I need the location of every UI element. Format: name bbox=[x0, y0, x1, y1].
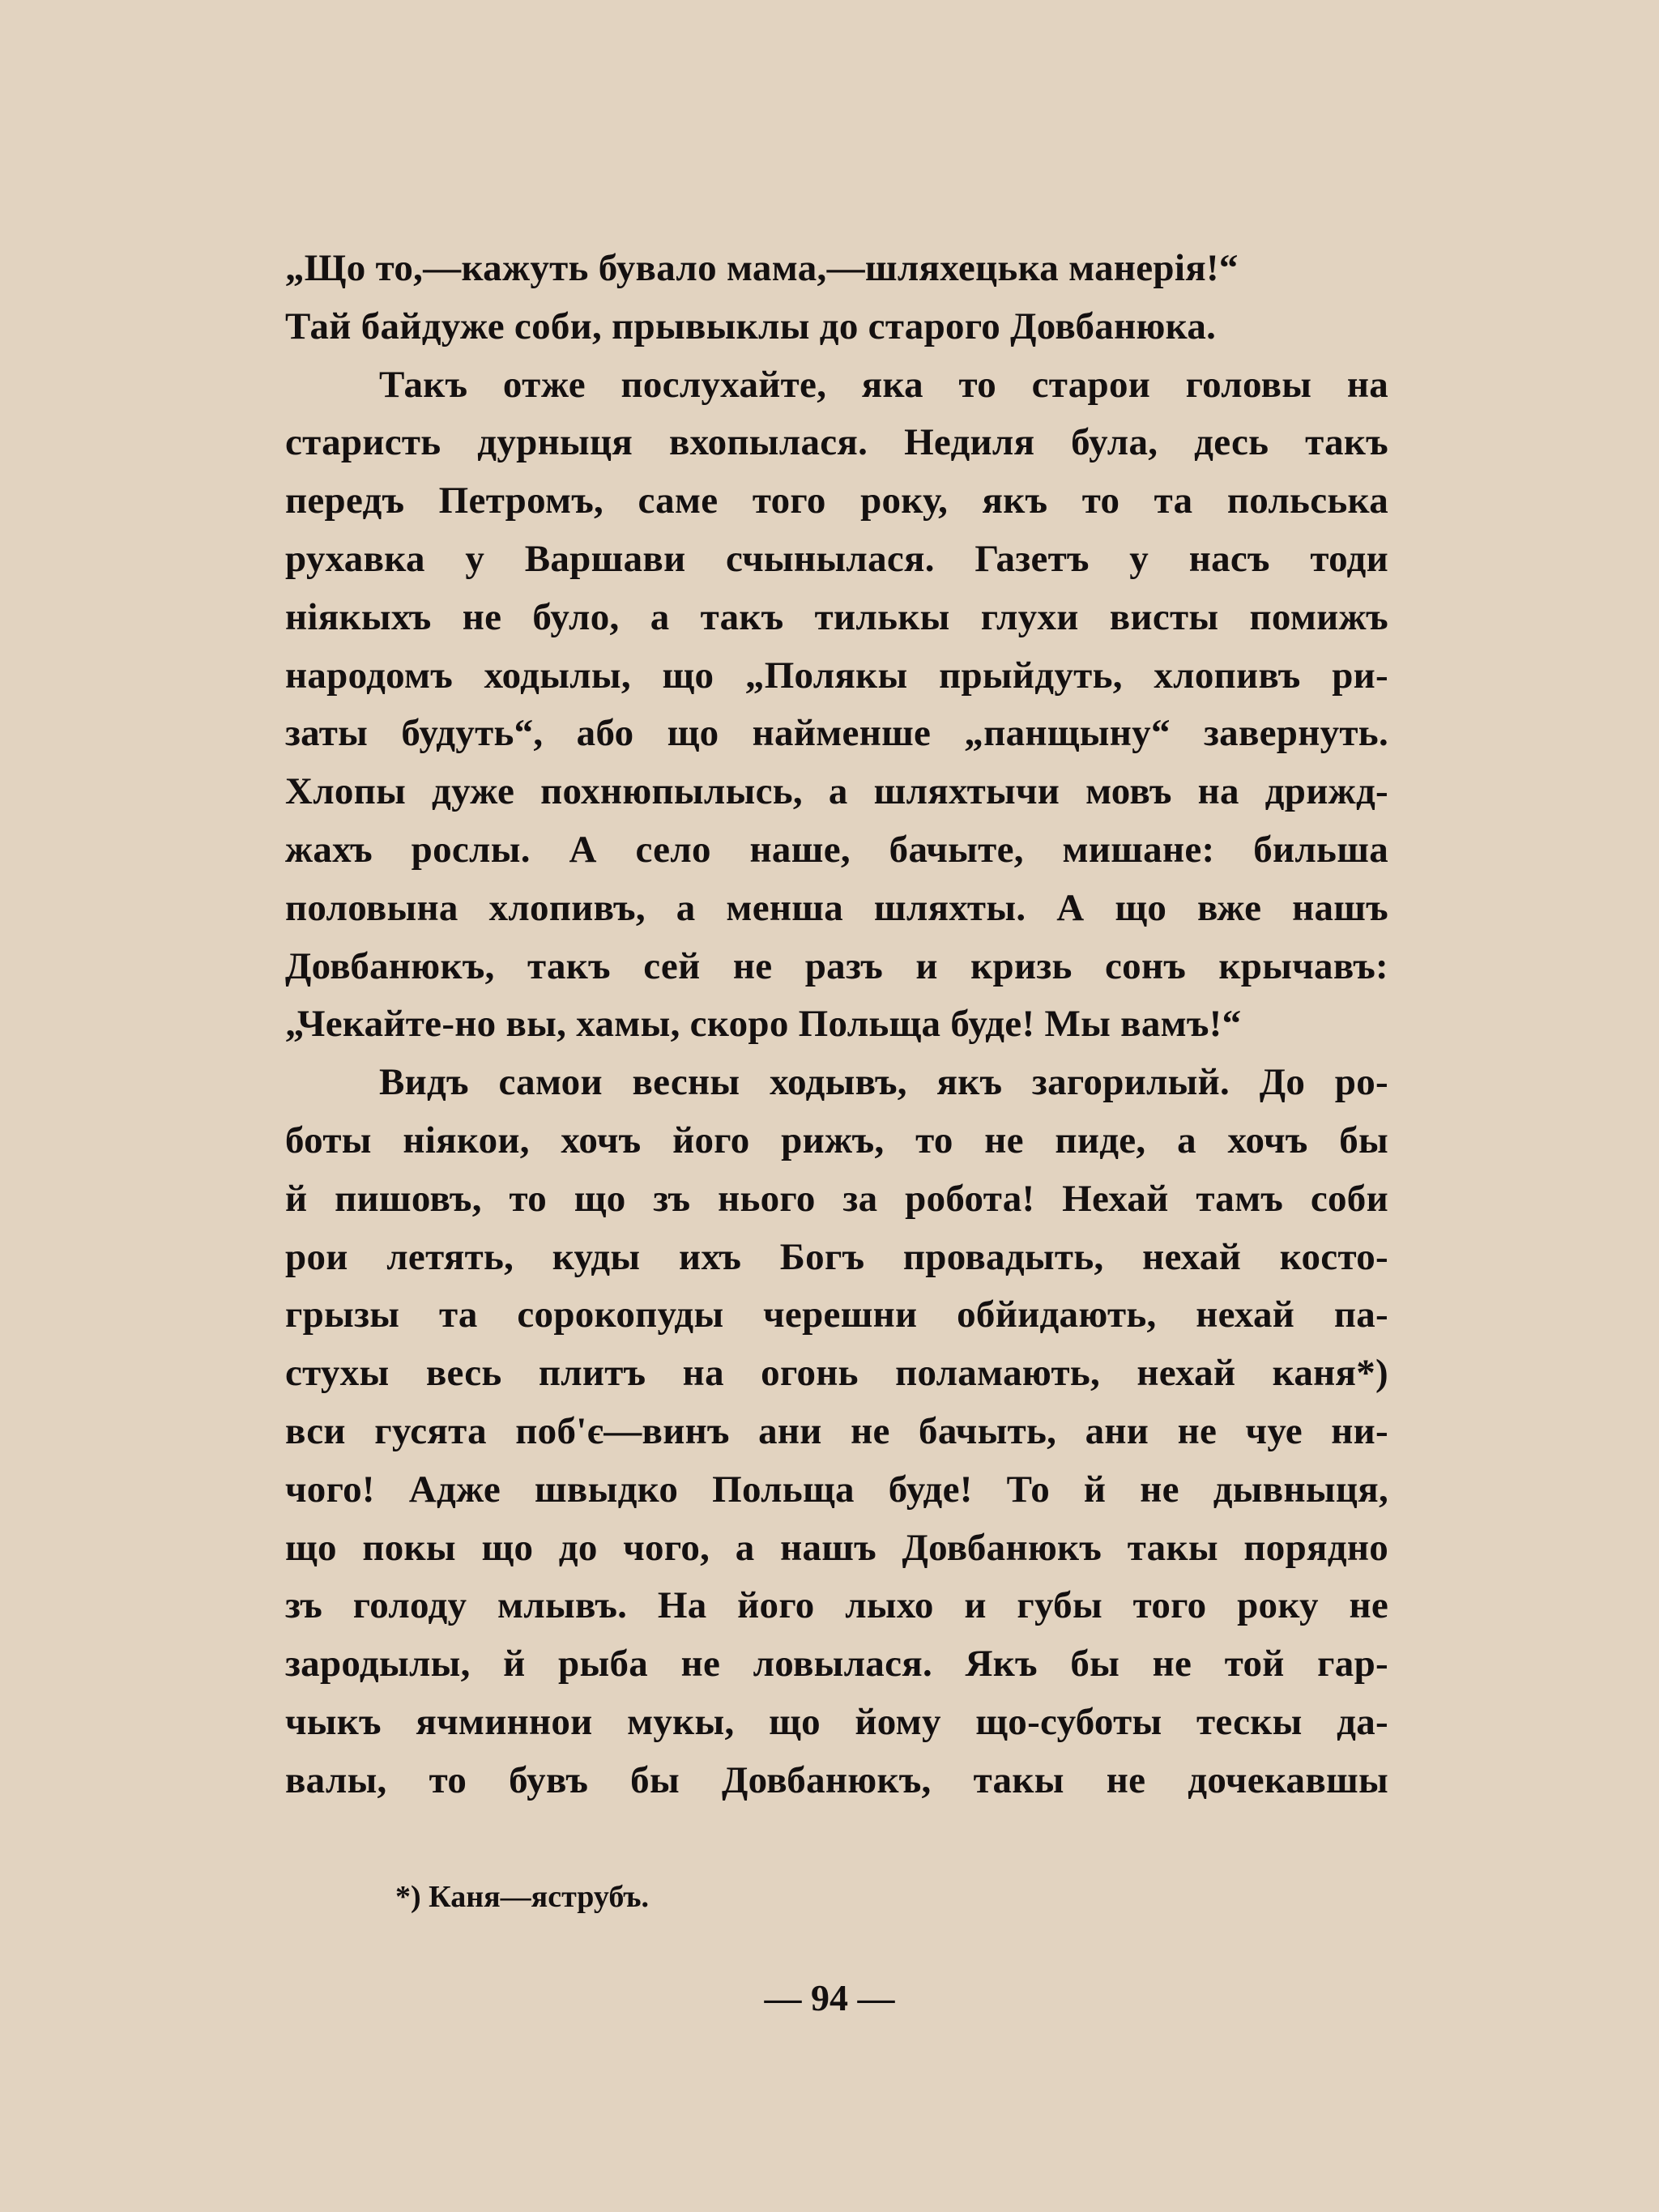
text-line: жахъ рослы. А село наше, бачыте, мишане: бильша bbox=[285, 828, 1388, 871]
text-line: Хлопы дуже похнюпылысь, а шляхтычи мовъ на дрижд- bbox=[285, 770, 1388, 813]
text-line: чыкъ ячминнои мукы, що йому що-суботы тескы да- bbox=[285, 1700, 1388, 1743]
text-line: старисть дурныця вхопылася. Недиля була, десь такъ bbox=[285, 421, 1388, 464]
text-line: „Що то,—кажуть бувало мама,—шляхецька манерія!“ bbox=[285, 247, 1239, 289]
text-line: боты ніякои, хочъ його рижъ, то не пиде, а хочъ бы bbox=[285, 1119, 1388, 1161]
text-line: зародылы, й рыба не ловылася. Якъ бы не той гар- bbox=[285, 1643, 1388, 1686]
text-line: що покы що до чого, а нашъ Довбанюкъ такы порядно bbox=[285, 1526, 1388, 1569]
text-line: грызы та сорокопуды черешни обйидають, нехай па- bbox=[285, 1294, 1388, 1336]
text-line: передъ Петромъ, саме того року, якъ то та польська bbox=[285, 479, 1388, 522]
text-line: й пишовъ, то що зъ нього за робота! Нехай тамъ соби bbox=[285, 1177, 1388, 1220]
text-line: вси гусята поб'є—винъ ани не бачыть, ани не чуе ни- bbox=[285, 1409, 1388, 1452]
text-line: „Чекайте-но вы, хамы, скоро Польща буде! Мы вамъ!“ bbox=[285, 1003, 1242, 1046]
text-line: Такъ отже послухайте, яка то старои головы на bbox=[379, 363, 1388, 406]
footnote: *) Каня—яструбъ. bbox=[395, 1880, 650, 1914]
text-line: рухавка у Варшави счынылася. Газетъ у насъ тоди bbox=[285, 537, 1388, 580]
text-line: зъ голоду млывъ. На його лыхо и губы того року не bbox=[285, 1584, 1388, 1627]
text-line: рои летять, куды ихъ Богъ провадыть, нехай косто- bbox=[285, 1235, 1388, 1278]
text-line: Видъ самои весны ходывъ, якъ загорилый. До ро- bbox=[379, 1061, 1388, 1104]
text-line: Тай байдуже соби, прывыклы до старого Довбанюка. bbox=[285, 305, 1217, 347]
page-body bbox=[285, 240, 1388, 2022]
text-line: валы, то бувъ бы Довбанюкъ, такы не дочекавшы bbox=[285, 1758, 1388, 1801]
text-line: Довбанюкъ, такъ сей не разъ и кризь сонъ крычавъ: bbox=[285, 944, 1388, 987]
text-line: чого! Адже швыдко Польща буде! То й не дывныця, bbox=[285, 1468, 1388, 1511]
text-line: стухы весь плитъ на огонь поламають, нехай каня*) bbox=[285, 1352, 1388, 1395]
page-number: — 94 — bbox=[764, 1977, 895, 2018]
text-line: половына хлопивъ, а менша шляхты. А що вже нашъ bbox=[285, 886, 1388, 929]
text-line: ніякыхъ не було, а такъ тилькы глухи висты помижъ bbox=[285, 595, 1388, 638]
text-line: заты будуть“, або що найменше „панщыну“ завернуть. bbox=[285, 712, 1388, 755]
text-line: народомъ ходылы, що „Полякы прыйдуть, хлопивъ ри- bbox=[285, 654, 1388, 697]
